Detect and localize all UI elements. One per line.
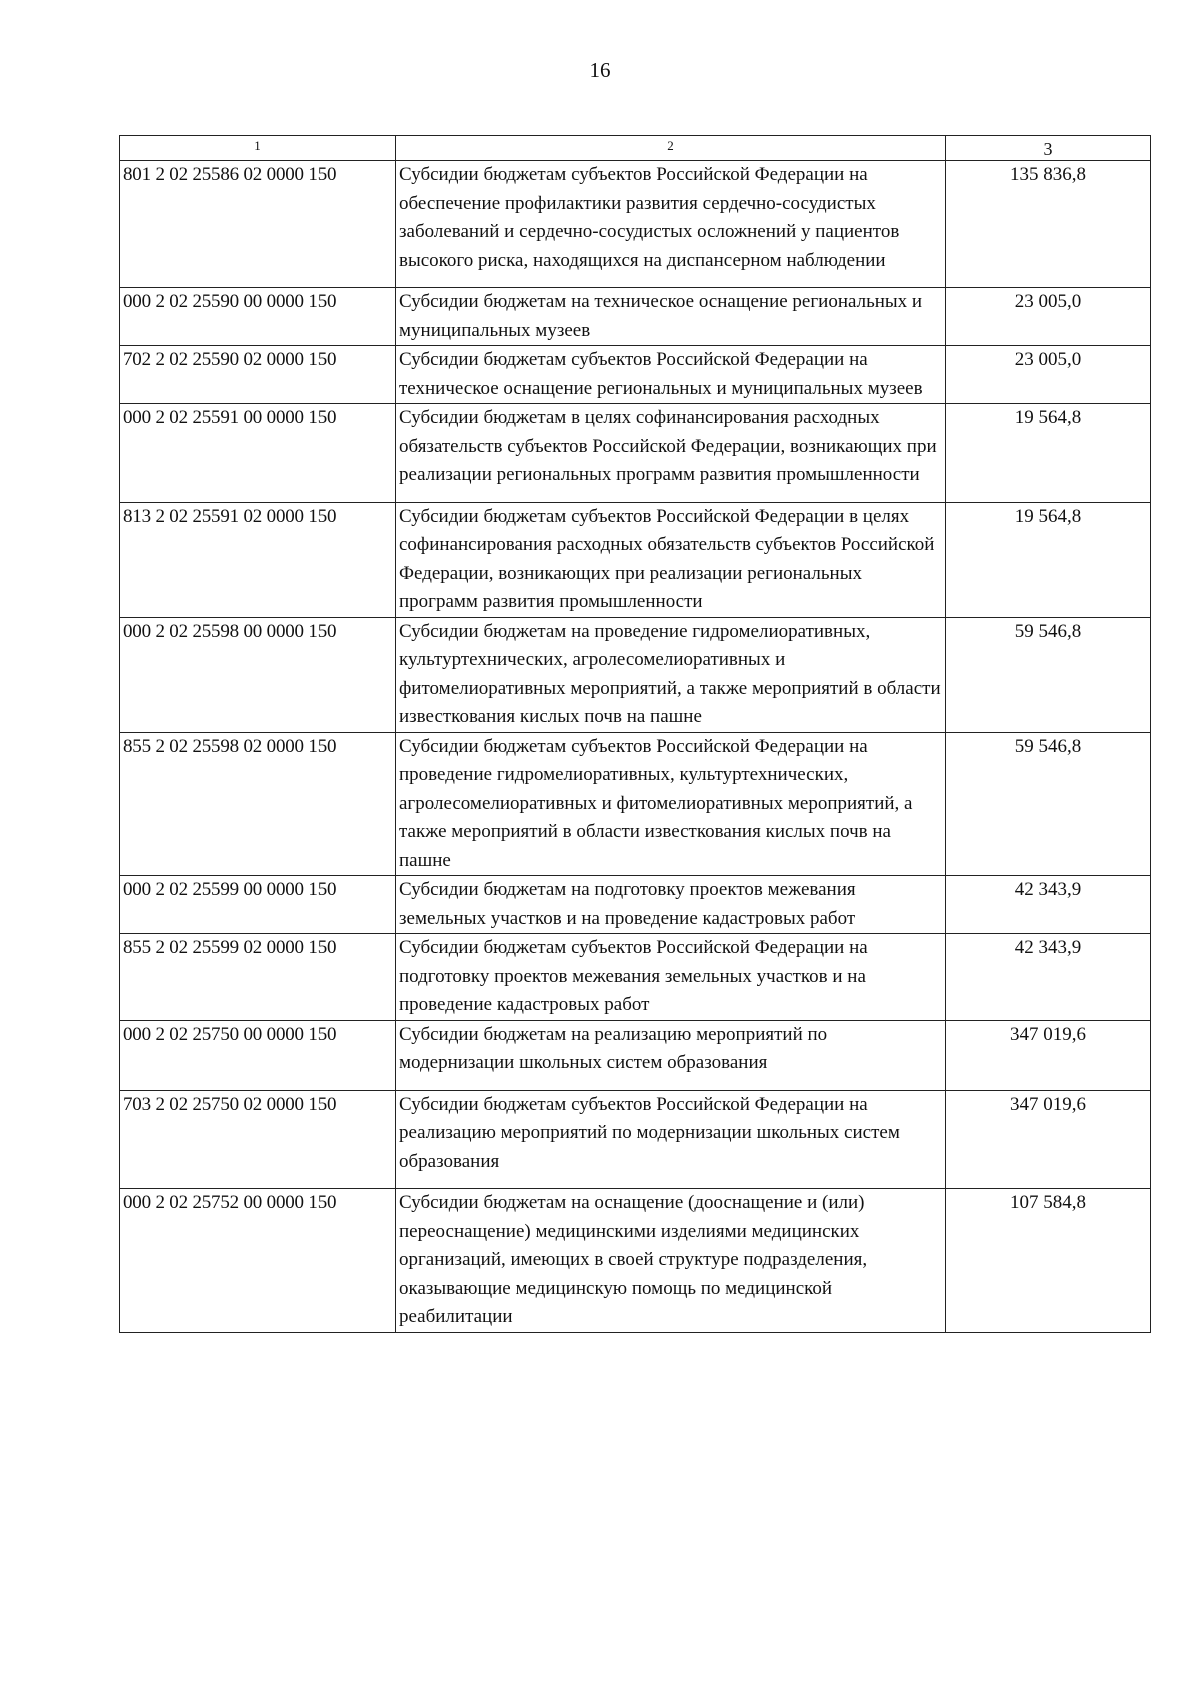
row-amount: 59 546,8 bbox=[946, 732, 1151, 876]
row-amount: 347 019,6 bbox=[946, 1090, 1151, 1189]
row-name: Субсидии бюджетам субъектов Российской Федерации на подготовку проектов межевания земельных участков и на проведение кадастровых работ bbox=[396, 934, 946, 1021]
row-code: 000 2 02 25591 00 0000 150 bbox=[120, 404, 396, 503]
row-code: 813 2 02 25591 02 0000 150 bbox=[120, 502, 396, 617]
row-code: 855 2 02 25598 02 0000 150 bbox=[120, 732, 396, 876]
table-row bbox=[120, 346, 1151, 404]
row-amount: 135 836,8 bbox=[946, 161, 1151, 288]
row-name: Субсидии бюджетам на оснащение (дооснащение и (или) переоснащение) медицинскими изделиями медицинских организаций, имеющих в своей структуре подразделения, оказывающие медицинскую помощь по медицинской реабилитации bbox=[396, 1189, 946, 1333]
row-amount: 19 564,8 bbox=[946, 502, 1151, 617]
page-number: 16 bbox=[589, 58, 611, 82]
row-name: Субсидии бюджетам в целях софинансирования расходных обязательств субъектов Российской Федерации, возникающих при реализации региональных программ развития промышленности bbox=[396, 404, 946, 503]
row-name: Субсидии бюджетам субъектов Российской Федерации на техническое оснащение региональных и муниципальных музеев bbox=[396, 346, 946, 404]
table-row bbox=[120, 876, 1151, 934]
header-col-2: 2 bbox=[396, 136, 946, 161]
table-row bbox=[120, 934, 1151, 1021]
table-row bbox=[120, 502, 1151, 617]
row-name: Субсидии бюджетам субъектов Российской Федерации на обеспечение профилактики развития сердечно-сосудистых заболеваний и сердечно-сосудистых осложнений у пациентов высокого риска, находящихся на диспансерном наблюдении bbox=[396, 161, 946, 288]
row-amount: 23 005,0 bbox=[946, 346, 1151, 404]
header-col-3: 3 bbox=[946, 136, 1151, 161]
table-row bbox=[120, 161, 1151, 288]
row-amount: 42 343,9 bbox=[946, 876, 1151, 934]
row-name: Субсидии бюджетам субъектов Российской Федерации на реализацию мероприятий по модернизации школьных систем образования bbox=[396, 1090, 946, 1189]
row-code: 702 2 02 25590 02 0000 150 bbox=[120, 346, 396, 404]
table-row bbox=[120, 288, 1151, 346]
row-amount: 347 019,6 bbox=[946, 1020, 1151, 1090]
row-code: 855 2 02 25599 02 0000 150 bbox=[120, 934, 396, 1021]
table-row bbox=[120, 1020, 1151, 1090]
row-name: Субсидии бюджетам на подготовку проектов межевания земельных участков и на проведение кадастровых работ bbox=[396, 876, 946, 934]
row-code: 000 2 02 25752 00 0000 150 bbox=[120, 1189, 396, 1333]
table-header-row bbox=[120, 136, 1151, 161]
row-amount: 59 546,8 bbox=[946, 617, 1151, 732]
table-row bbox=[120, 1189, 1151, 1333]
row-code: 000 2 02 25599 00 0000 150 bbox=[120, 876, 396, 934]
row-code: 000 2 02 25750 00 0000 150 bbox=[120, 1020, 396, 1090]
table-row bbox=[120, 404, 1151, 503]
table-row bbox=[120, 1090, 1151, 1189]
row-code: 703 2 02 25750 02 0000 150 bbox=[120, 1090, 396, 1189]
table-row bbox=[120, 732, 1151, 876]
row-code: 801 2 02 25586 02 0000 150 bbox=[120, 161, 396, 288]
row-name: Субсидии бюджетам на проведение гидромелиоративных, культуртехнических, агролесомелиоративных и фитомелиоративных мероприятий, а также мероприятий в области известкования кислых почв на пашне bbox=[396, 617, 946, 732]
row-name: Субсидии бюджетам субъектов Российской Федерации в целях софинансирования расходных обязательств субъектов Российской Федерации, возникающих при реализации региональных программ развития промышленности bbox=[396, 502, 946, 617]
row-amount: 107 584,8 bbox=[946, 1189, 1151, 1333]
row-code: 000 2 02 25590 00 0000 150 bbox=[120, 288, 396, 346]
row-name: Субсидии бюджетам на техническое оснащение региональных и муниципальных музеев bbox=[396, 288, 946, 346]
row-code: 000 2 02 25598 00 0000 150 bbox=[120, 617, 396, 732]
row-amount: 23 005,0 bbox=[946, 288, 1151, 346]
row-amount: 19 564,8 bbox=[946, 404, 1151, 503]
table-row bbox=[120, 617, 1151, 732]
header-col-1: 1 bbox=[120, 136, 396, 161]
row-amount: 42 343,9 bbox=[946, 934, 1151, 1021]
row-name: Субсидии бюджетам на реализацию мероприятий по модернизации школьных систем образования bbox=[396, 1020, 946, 1090]
row-name: Субсидии бюджетам субъектов Российской Федерации на проведение гидромелиоративных, культуртехнических, агролесомелиоративных и фитомелиоративных мероприятий, а также мероприятий в области известкования кислых почв на пашне bbox=[396, 732, 946, 876]
budget-table bbox=[119, 135, 1151, 1333]
